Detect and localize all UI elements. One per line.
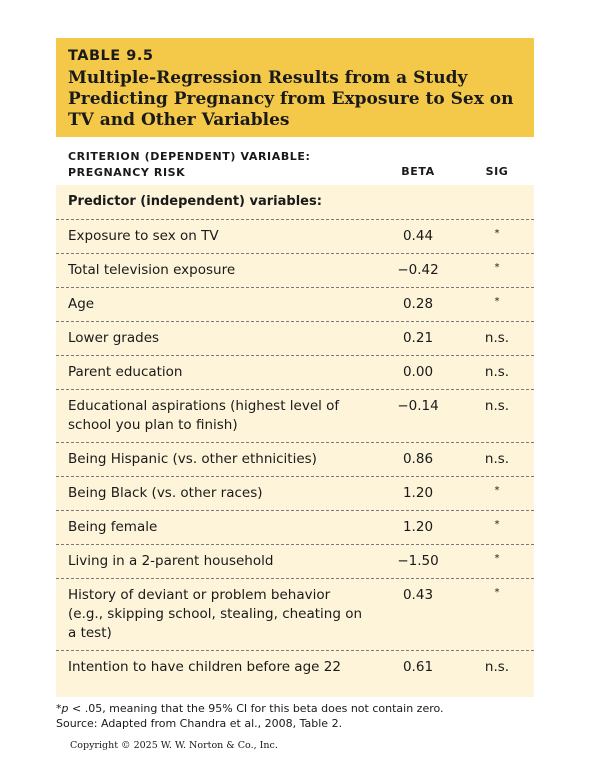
- table-row: [56, 220, 534, 254]
- predictor-label: Living in a 2-parent household: [68, 553, 274, 569]
- significance-value: n.s.: [484, 659, 510, 675]
- table-row: [56, 254, 534, 288]
- table-row: [56, 443, 534, 477]
- beta-value: 0.00: [402, 364, 434, 380]
- significance-value: *: [494, 553, 500, 564]
- beta-value: −0.14: [397, 398, 439, 414]
- significance-value: *: [494, 519, 500, 530]
- predictor-label: Being Black (vs. other races): [68, 485, 263, 501]
- beta-value: 0.28: [402, 296, 434, 312]
- predictor-label: Age: [68, 296, 95, 312]
- beta-value: −1.50: [397, 553, 439, 569]
- source-note: Source: Adapted from Chandra et al., 2008, Table 2.: [56, 717, 343, 730]
- significance-value: *: [494, 485, 500, 496]
- copyright-notice: Copyright © 2025 W. W. Norton & Co., Inc.: [70, 740, 278, 751]
- footnote: [56, 701, 444, 731]
- table-row: [56, 511, 534, 545]
- predictor-label: Total television exposure: [68, 262, 236, 278]
- p-text: < .05, meaning that the 95% CI for this beta does not contain zero.: [68, 702, 444, 715]
- predictor-label: Being Hispanic (vs. other ethnicities): [68, 451, 317, 467]
- beta-value: −0.42: [397, 262, 439, 278]
- table-body: [56, 185, 534, 697]
- significance-value: *: [494, 262, 500, 273]
- table-row: [56, 356, 534, 390]
- table-row: [56, 288, 534, 322]
- significance-note: [56, 701, 444, 716]
- beta-value: 1.20: [402, 519, 434, 535]
- criterion-line-2: PREGNANCY RISK: [68, 166, 186, 179]
- column-header-sig: SIG: [485, 165, 509, 178]
- table-row: [56, 390, 534, 443]
- predictor-label: Parent education: [68, 364, 183, 380]
- table-row: [56, 545, 534, 579]
- predictor-label: Educational aspirations (highest level of school you plan to finish): [68, 398, 340, 433]
- predictor-label: Intention to have children before age 22: [68, 659, 341, 675]
- regression-table: [56, 38, 534, 697]
- predictor-rows: [56, 220, 534, 689]
- significance-value: n.s.: [484, 451, 510, 467]
- predictor-label: Exposure to sex on TV: [68, 228, 219, 244]
- significance-value: n.s.: [484, 398, 510, 414]
- column-header-row: [56, 137, 534, 185]
- beta-value: 0.86: [402, 451, 434, 467]
- column-header-beta: BETA: [401, 165, 435, 178]
- beta-value: 0.61: [402, 659, 434, 675]
- criterion-line-1: CRITERION (DEPENDENT) VARIABLE:: [68, 150, 311, 163]
- beta-value: 0.21: [402, 330, 434, 346]
- significance-value: n.s.: [484, 330, 510, 346]
- significance-value: *: [494, 228, 500, 239]
- table-row: [56, 651, 534, 689]
- beta-value: 0.44: [402, 228, 434, 244]
- predictor-label: Being female: [68, 519, 158, 535]
- significance-value: *: [494, 296, 500, 307]
- beta-value: 1.20: [402, 485, 434, 501]
- predictor-label: Lower grades: [68, 330, 160, 346]
- table-title: Multiple-Regression Results from a Study Predicting Pregnancy from Exposure to Sex on TV and Other Variables: [68, 68, 514, 130]
- p-symbol: *p: [56, 702, 69, 715]
- table-number: TABLE 9.5: [68, 48, 154, 64]
- significance-value: *: [494, 587, 500, 598]
- table-row: [56, 477, 534, 511]
- beta-value: 0.43: [402, 587, 434, 603]
- table-header: [56, 38, 534, 137]
- table-row: [56, 322, 534, 356]
- significance-value: n.s.: [484, 364, 510, 380]
- table-row: [56, 579, 534, 651]
- predictor-label: History of deviant or problem behavior (e.g., skipping school, stealing, cheating on a test): [68, 587, 363, 641]
- section-heading: Predictor (independent) variables:: [56, 185, 534, 220]
- criterion-label: [68, 149, 311, 181]
